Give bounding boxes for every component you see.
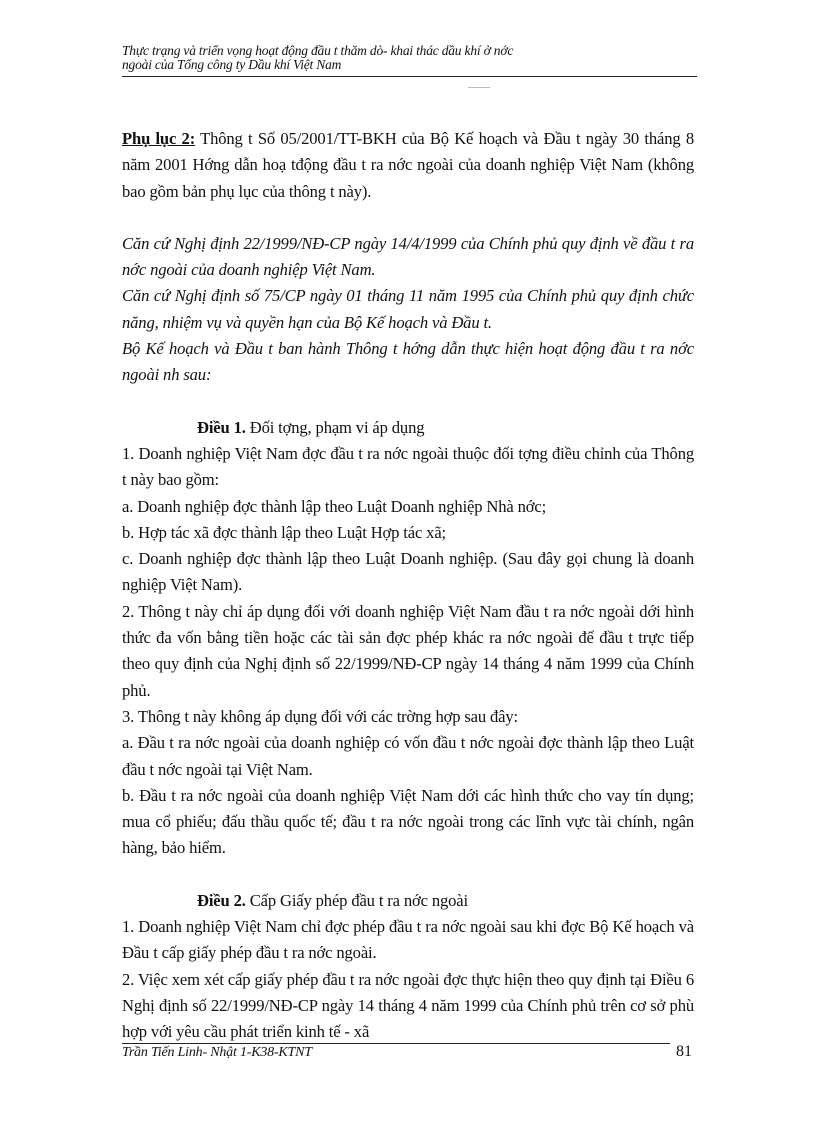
article-1-paragraph: a. Đầu t ra nớc ngoài của doanh nghiệp có vốn đầu t nớc ngoài đợc thành lập theo Luật đầu t nớc ngoài tại Việt Nam. [122, 733, 694, 779]
appendix-label: Phụ lục 2: [122, 129, 196, 148]
header-rule [122, 76, 697, 77]
preamble-paragraph: Căn cứ Nghị định 22/1999/NĐ-CP ngày 14/4/1999 của Chính phủ quy định về đầu t ra nớc ngoài của doanh nghiệp Việt Nam. [122, 233, 694, 280]
article-1-title: Đối tợng, phạm vi áp dụng [245, 417, 425, 437]
running-header-line-2: ngoài của Tổng công ty Dầu khí Việt Nam [122, 57, 342, 72]
preamble-paragraph: Căn cứ Nghị định số 75/CP ngày 01 tháng 11 năm 1995 của Chính phủ quy định chức năng, nhiệm vụ và quyền hạn của Bộ Kế hoạch và Đầu t. [122, 286, 694, 332]
article-1-paragraph: b. Đầu t ra nớc ngoài của doanh nghiệp Việt Nam dới các hình thức cho vay tín dụng; mua cổ phiếu; đấu thầu quốc tế; đầu t ra nớc ngoài trong các lĩnh vực tài chính, ngân hàng, bảo hiểm. [122, 785, 694, 858]
article-1-label: Điều 1. [197, 417, 246, 437]
article-2-title: Cấp Giấy phép đầu t ra nớc ngoài [245, 890, 468, 910]
article-1-paragraph: c. Doanh nghiệp đợc thành lập theo Luật Doanh nghiệp. (Sau đây gọi chung là doanh nghiệp Việt Nam). [122, 549, 694, 595]
running-header [122, 44, 697, 72]
appendix-paragraph [122, 126, 694, 205]
article-1-paragraph: b. Hợp tác xã đợc thành lập theo Luật Hợp tác xã; [122, 522, 447, 542]
article-2-paragraph: 2. Việc xem xét cấp giấy phép đầu t ra nớc ngoài đợc thực hiện theo quy định tại Điều 6 Nghị định số 22/1999/NĐ-CP ngày 14 tháng 4 năm 1999 của Chính phủ trên cơ sở phù hợp với yêu cầu phát triển kinh tế - xã [122, 969, 694, 1042]
article-1-heading [122, 415, 694, 441]
footer-rule [122, 1043, 670, 1044]
article-2-label: Điều 2. [197, 890, 246, 910]
page-number: 81 [676, 1043, 692, 1060]
article-2-heading [122, 888, 694, 914]
preamble-paragraph: Bộ Kế hoạch và Đầu t ban hành Thông t hớng dẫn thực hiện hoạt động đầu t ra nớc ngoài nh sau: [122, 339, 694, 385]
article-1-paragraph: 2. Thông t này chỉ áp dụng đối với doanh nghiệp Việt Nam đầu t ra nớc ngoài dới hình thức đa vốn bằng tiền hoặc các tài sản đợc phép khác ra nớc ngoài để đầu t trực tiếp theo quy định của Nghị định số 22/1999/NĐ-CP ngày 14 tháng 4 năm 1999 của Chính phủ. [122, 601, 694, 700]
article-1-paragraph: 3. Thông t này không áp dụng đối với các trờng hợp sau đây: [122, 706, 518, 726]
header-rule-mark [468, 87, 490, 88]
document-body [122, 126, 694, 1046]
appendix-text: Thông t Số 05/2001/TT-BKH của Bộ Kế hoạch và Đầu t ngày 30 tháng 8 năm 2001 Hớng dẫn hoạ tđộng đầu t ra nớc ngoài của doanh nghiệp Việt Nam (không bao gồm bản phụ lục của thông t này). [122, 129, 694, 201]
footer-author: Trần Tiến Linh- Nhật 1-K38-KTNT [122, 1045, 312, 1060]
article-1-paragraph: 1. Doanh nghiệp Việt Nam đợc đầu t ra nớc ngoài thuộc đối tợng điều chỉnh của Thông t này bao gồm: [122, 443, 694, 490]
article-2-paragraph: 1. Doanh nghiệp Việt Nam chỉ đợc phép đầu t ra nớc ngoài sau khi đợc Bộ Kế hoạch và Đầu t cấp giấy phép đầu t ra nớc ngoài. [122, 917, 694, 963]
running-header-line-1: Thực trạng và triển vọng hoạt động đầu t thăm dò- khai thác dầu khí ở nớc [122, 43, 514, 58]
article-1-paragraph: a. Doanh nghiệp đợc thành lập theo Luật Doanh nghiệp Nhà nớc; [122, 496, 547, 516]
